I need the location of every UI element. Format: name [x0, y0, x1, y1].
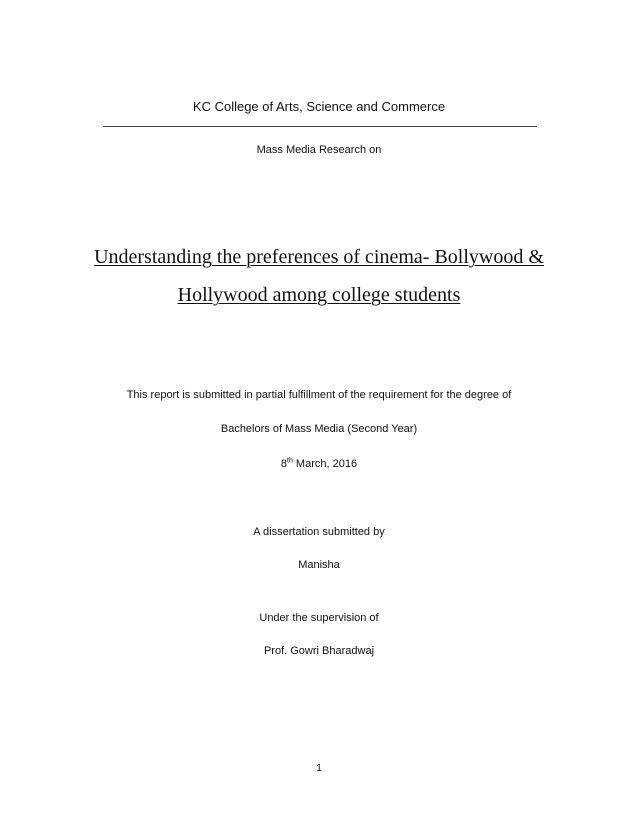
supervision-label: Under the supervision of — [259, 612, 379, 624]
submission-date — [0, 458, 638, 470]
date-rest: March, 2016 — [292, 458, 358, 470]
purpose-line-2: Bachelors of Mass Media (Second Year) — [220, 423, 418, 435]
date-suffix: th — [287, 457, 293, 465]
supervisor-name: Prof. Gowri Bharadwaj — [263, 645, 375, 657]
date-day: 8 — [280, 458, 288, 470]
author-name: Manisha — [298, 559, 340, 571]
page-number: 1 — [316, 763, 322, 774]
research-subtitle: Mass Media Research on — [256, 144, 382, 156]
college-name: KC College of Arts, Science and Commerce — [192, 99, 446, 114]
dissertation-label: A dissertation submitted by — [253, 526, 385, 538]
purpose-line-1: This report is submitted in partial fulfillment of the requirement for the degree of — [126, 389, 512, 401]
title-line-2: Hollywood among college students — [177, 284, 461, 306]
title-line-1: Understanding the preferences of cinema- Bollywood & — [94, 246, 544, 268]
header-divider — [103, 126, 537, 127]
